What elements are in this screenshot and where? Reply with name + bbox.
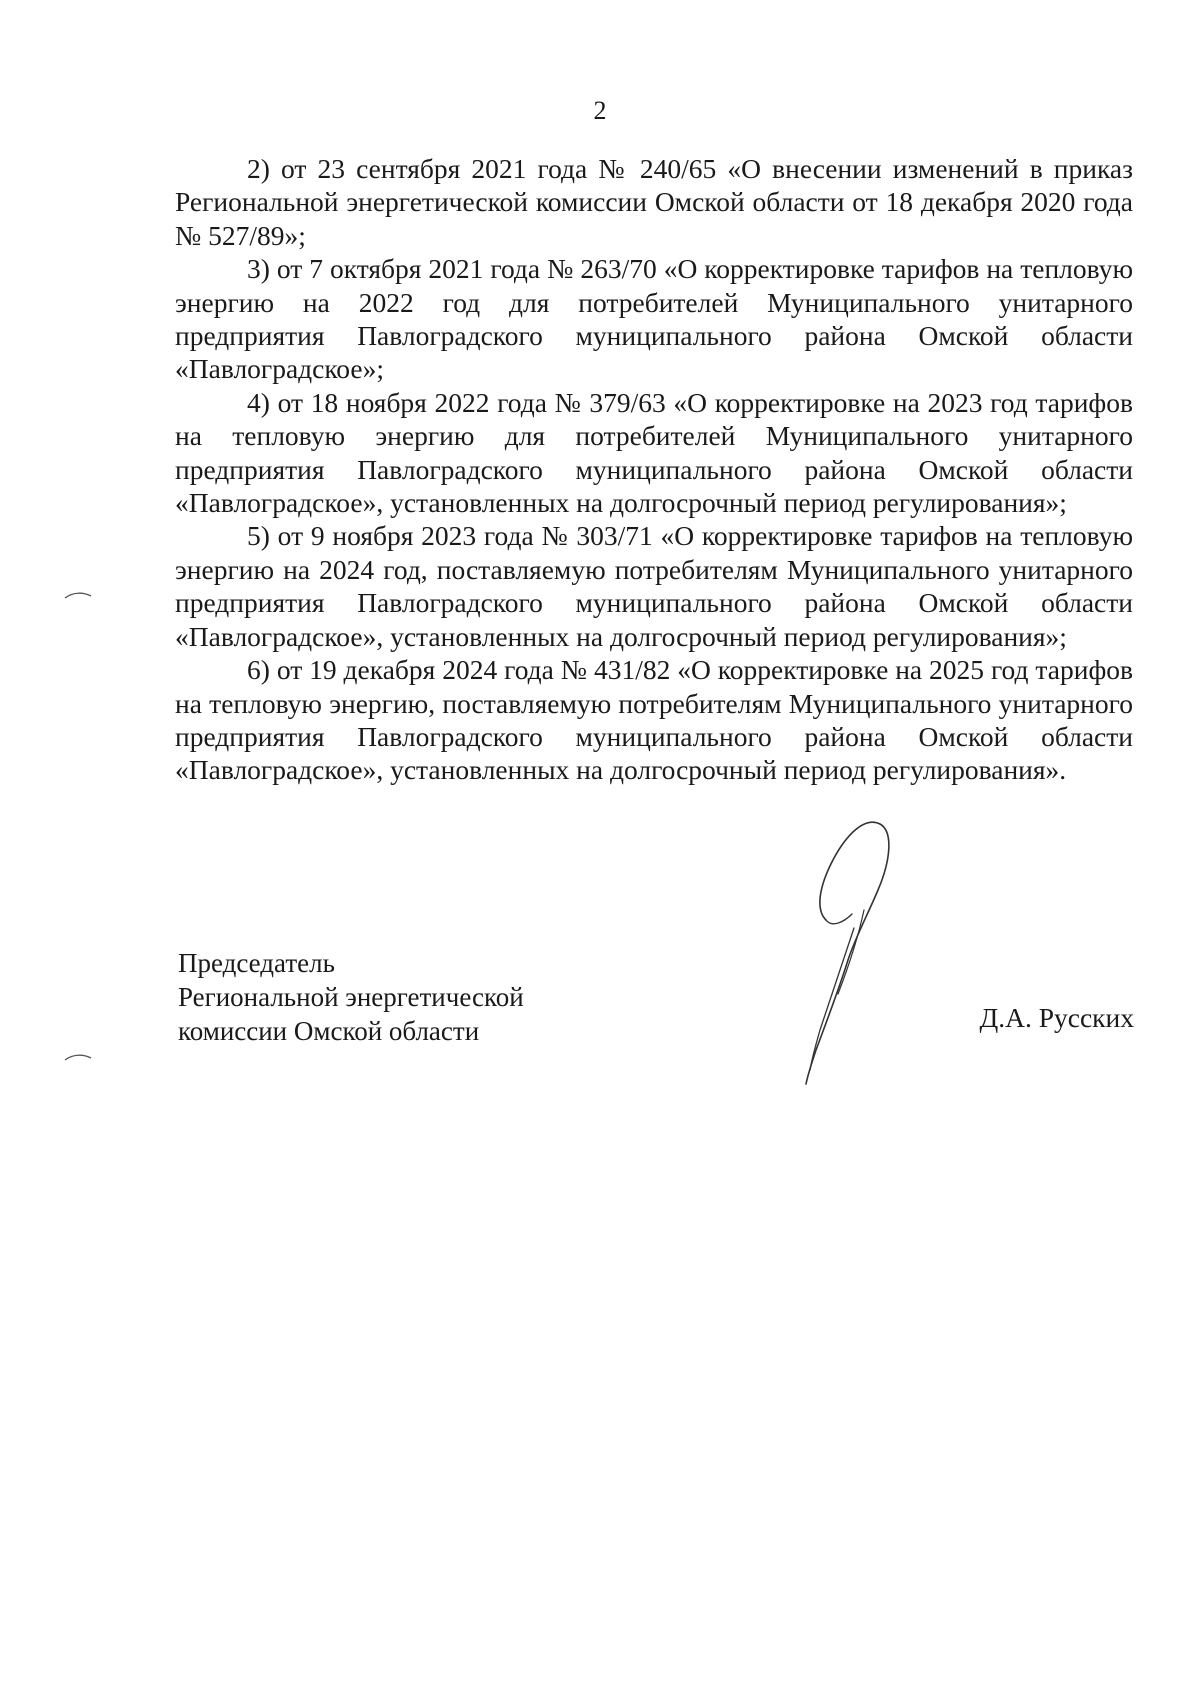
signatory-title-line: комиссии Омской области bbox=[178, 1016, 480, 1046]
list-item: 2) от 23 сентября 2021 года № 240/65 «О внесении изменений в приказ Региональной энергетической комиссии Омской области от 18 декабря 2020 года № 527/89»; bbox=[175, 153, 1133, 251]
list-item: 6) от 19 декабря 2024 года № 431/82 «О корректировке на 2025 год тарифов на тепловую энергию, поставляемую потребителям Муниципального унитарного предприятия Павлоградского муниципального района Омской области «Павлоградское», установленных на долгосрочный период регулирования». bbox=[175, 654, 1133, 786]
list-item: 3) от 7 октября 2021 года № 263/70 «О корректировке тарифов на тепловую энергию на 2022 год для потребителей Муниципального унитарного предприятия Павлоградского муниципального района Омской области «Павлоградское»; bbox=[175, 253, 1133, 385]
list-item: 5) от 9 ноября 2023 года № 303/71 «О корректировке тарифов на тепловую энергию на 2024 год, поставляемую потребителям Муниципального унитарного предприятия Павлоградского муниципального района Омской области «Павлоградское», установленных на долгосрочный период регулирования»; bbox=[175, 520, 1133, 652]
page-number: 2 bbox=[593, 96, 607, 125]
handwritten-signature-icon bbox=[752, 818, 902, 1088]
signatory-title-line: Председатель bbox=[178, 948, 335, 978]
document-body bbox=[175, 152, 1133, 787]
signatory-name: Д.А. Русских bbox=[979, 1002, 1134, 1033]
signatory-position bbox=[178, 946, 524, 1048]
list-item: 4) от 18 ноября 2022 года № 379/63 «О корректировке на 2023 год тарифов на тепловую энергию для потребителей Муниципального унитарного предприятия Павлоградского муниципального района Омской области «Павлоградское», установленных на долгосрочный период регулирования»; bbox=[175, 386, 1133, 519]
signatory-title-line: Региональной энергетической bbox=[178, 982, 524, 1012]
scan-mark-icon bbox=[63, 590, 93, 600]
scan-mark-icon bbox=[63, 1052, 93, 1062]
